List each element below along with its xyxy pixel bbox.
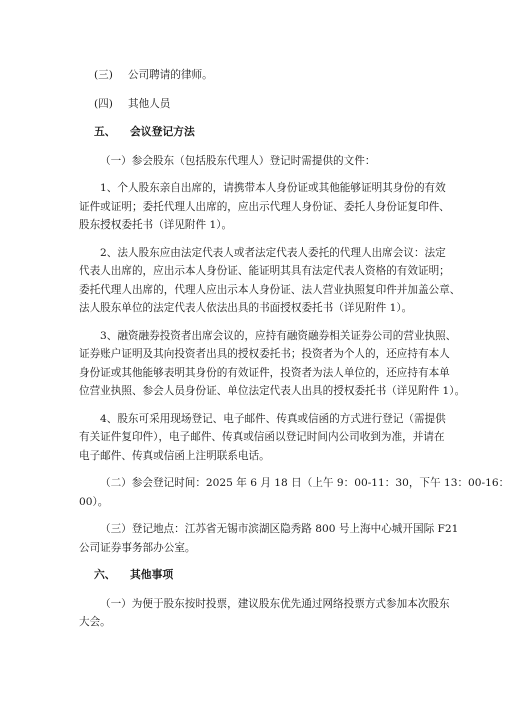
- paragraph-line: 3、融资融券投资者出席会议的，应持有融资融券相关证券公司的营业执照、: [100, 329, 457, 342]
- list-item-lawyer: [94, 66, 440, 85]
- paragraph-line: 1、个人股东亲自出席的，请携带本人身份证或其他能够证明其身份的有效: [100, 182, 446, 194]
- paragraph-line: 委托代理人出席的，代理人应出示本人身份证、法人营业执照复印件并加盖公章、: [79, 283, 461, 296]
- paragraph-line: （三）登记地点：江苏省无锡市滨湖区隐秀路 800 号上海中心城开国际 F21: [100, 523, 459, 535]
- paragraph-corporate-shareholder: [79, 244, 461, 318]
- paragraph-line: 位营业执照、参会人员身份证、单位法定代表人出具的授权委托书（详见附件 1）。: [79, 385, 466, 397]
- list-item-number: (三): [94, 69, 113, 81]
- section-heading-registration: [94, 123, 440, 142]
- list-item-number: (四): [94, 97, 113, 110]
- paragraph-registration-methods: [79, 410, 446, 466]
- paragraph-line: 公司证券事务部办公室。: [79, 541, 196, 554]
- list-item-others: [94, 95, 440, 114]
- section-title: 会议登记方法: [130, 125, 195, 138]
- section-heading-other-matters: [94, 566, 440, 585]
- paragraph-line: 股东授权委托书（详见附件 1）。: [79, 219, 233, 231]
- paragraph-line: （二）参会登记时间：2025 年 6 月 18 日（上午 9：00-11：30，下午 13：00-16：: [100, 477, 509, 489]
- paragraph-line: 法人股东单位的法定代表人依法出具的书面授权委托书（详见附件 1）。: [79, 302, 413, 314]
- list-item-text: 公司聘请的律师。: [128, 69, 213, 81]
- paragraph-line: 有关证件复印件），电子邮件、传真或信函以登记时间内公司收到为准，并请在: [79, 431, 445, 443]
- paragraph-registration-location: [79, 520, 459, 557]
- paragraph-line: 00）。: [79, 495, 109, 508]
- section-title: 其他事项: [130, 568, 174, 581]
- paragraph-line: 证件或证明；委托代理人出席的，应出示代理人身份证、委托人身份证复印件、: [79, 200, 450, 213]
- paragraph-line: 电子邮件、传真或信函上注明联系电话。: [79, 449, 270, 462]
- section-number: 五、: [94, 125, 116, 138]
- paragraph-line: 4、股东可采用现场登记、电子邮件、传真或信函的方式进行登记（需提供: [100, 412, 446, 425]
- paragraph-required-documents: [79, 152, 440, 171]
- paragraph-line: 身份证或其他能够表明其身份的有效证件，投资者为法人单位的，还应持有本单: [79, 366, 450, 379]
- paragraph-line: 代表人出席的，应出示本人身份证、能证明其具有法定代表人资格的有效证明；: [79, 265, 450, 277]
- section-number: 六、: [94, 568, 116, 581]
- paragraph-line: （一）参会股东（包括股东代理人）登记时需提供的文件：: [100, 154, 376, 167]
- list-item-text: 其他人员: [128, 97, 171, 110]
- paragraph-registration-time: [79, 474, 509, 511]
- paragraph-line: 大会。: [79, 616, 111, 628]
- paragraph-line: 证券账户证明及其向投资者出具的授权委托书；投资者为个人的，还应持有本人: [79, 348, 450, 360]
- paragraph-line: （一）为便于股东按时投票，建议股东优先通过网络投票方式参加本次股东: [100, 597, 450, 610]
- paragraph-online-voting: [79, 595, 450, 632]
- paragraph-margin-investor: [79, 327, 466, 401]
- paragraph-individual-shareholder: [79, 179, 450, 235]
- paragraph-line: 2、法人股东应由法定代表人或者法定代表人委托的代理人出席会议：法定: [100, 246, 446, 259]
